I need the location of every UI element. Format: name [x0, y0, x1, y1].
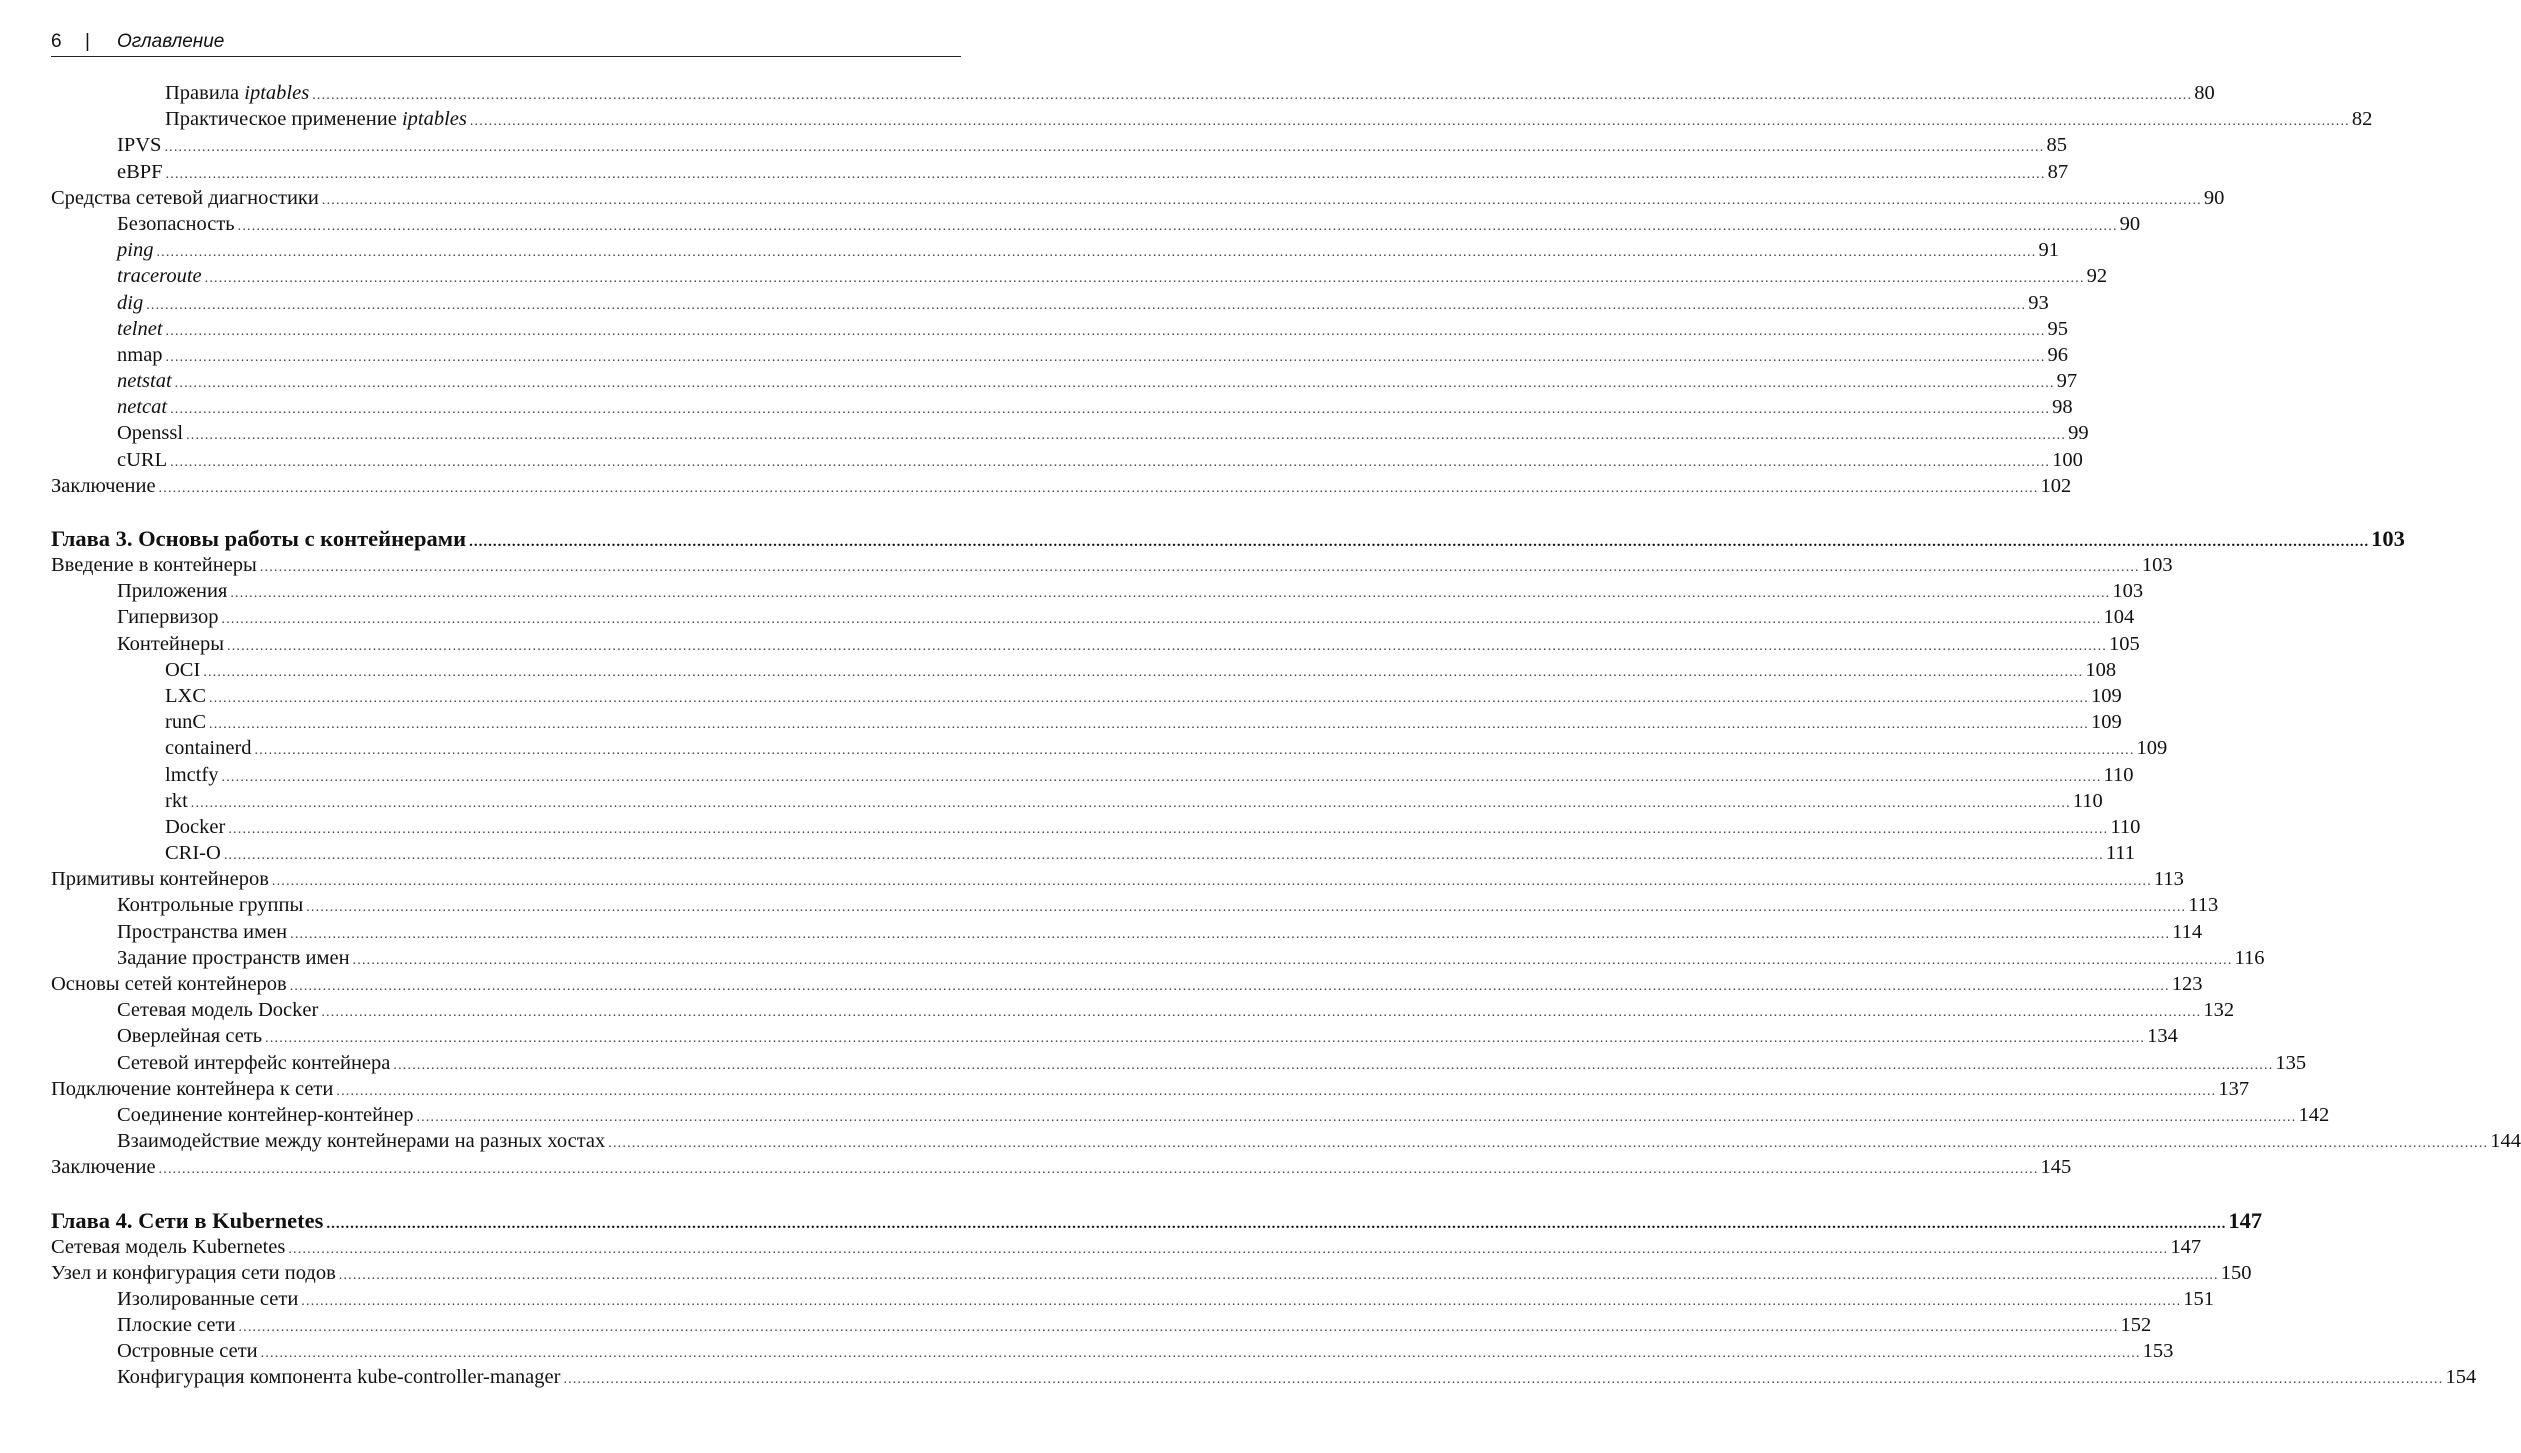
toc-entry: [51, 1076, 2250, 1102]
toc-entry: [51, 1154, 2072, 1180]
toc-entry-title: [117, 1050, 390, 1076]
toc-entry-page: 111: [2105, 842, 2136, 865]
toc-entry-title: [51, 1260, 336, 1286]
toc-entry-title-segment: traceroute: [117, 265, 202, 288]
toc-entry-page: 92: [2086, 265, 2108, 288]
toc-entry: [51, 211, 2141, 237]
leader-dots: ................................................................................................................................................................................................................................................................................................................................................................................................................: [165, 323, 2046, 339]
toc-entry: [51, 578, 2144, 604]
toc-entry-title: [51, 971, 287, 997]
toc-entry: [51, 237, 2059, 263]
toc-entry-title-segment: Docker: [165, 815, 226, 838]
toc-entry-title: [117, 159, 163, 185]
toc-entry-page: 147: [2170, 1235, 2202, 1258]
toc-entry: [51, 997, 2235, 1023]
toc-entry: [51, 840, 2136, 866]
toc-entry: [51, 290, 2049, 316]
toc-entry-title-segment: Задание пространств имен: [117, 946, 350, 969]
chapter-title: Глава 3. Основы работы с контейнерами: [51, 526, 467, 551]
leader-dots: ................................................................................................................................................................................................................................................................................................................................................................................................................: [608, 1136, 2489, 1152]
toc-entry: [51, 394, 2073, 420]
toc-entry-title-segment: LXC: [165, 684, 206, 707]
toc-entry-page: 153: [2142, 1340, 2174, 1363]
toc-entry-page: 90: [2119, 212, 2141, 235]
leader-dots: ................................................................................................................................................................................................................................................................................................................................................................................................................: [209, 717, 2089, 733]
chapter-page: 147: [2228, 1207, 2263, 1233]
toc-entry-page: 82: [2351, 108, 2373, 131]
toc-entry-title-segment: Контейнеры: [117, 632, 224, 655]
table-of-contents: [51, 80, 2521, 1391]
toc-entry: [51, 1050, 2307, 1076]
toc-entry: [51, 971, 2203, 997]
toc-entry-title-segment: CRI-O: [165, 842, 221, 865]
toc-entry-page: 91: [2038, 239, 2059, 262]
toc-entry-page: 109: [2091, 711, 2122, 734]
toc-entry-title: [117, 420, 183, 446]
toc-section-chapter3: [51, 552, 2521, 1181]
toc-entry-page: 110: [2103, 763, 2134, 786]
leader-dots: ................................................................................................................................................................................................................................................................................................................................................................................................................: [259, 560, 2140, 575]
leader-dots: ................................................................................................................................................................................................................................................................................................................................................................................................................: [227, 638, 2107, 654]
toc-entry-page: 109: [2136, 737, 2168, 760]
toc-entry: [51, 106, 2373, 132]
toc-entry-title-segment: rkt: [165, 789, 188, 812]
toc-entry-title: [165, 840, 221, 866]
toc-entry-title-segment: Правила: [165, 82, 245, 104]
leader-dots: ................................................................................................................................................................................................................................................................................................................................................................................................................: [237, 218, 2118, 234]
toc-entry: [51, 866, 2184, 892]
toc-entry: [51, 814, 2141, 840]
toc-entry-page: 150: [2220, 1261, 2252, 1284]
toc-entry-title: [117, 631, 224, 657]
toc-entry-title-segment: Узел и конфигурация сети подов: [51, 1261, 336, 1284]
toc-entry: [51, 1260, 2252, 1286]
toc-entry: [51, 420, 2089, 446]
toc-entry: [51, 552, 2173, 578]
toc-entry: [51, 368, 2078, 394]
toc-entry: [51, 683, 2122, 709]
toc-entry-title: [117, 997, 318, 1023]
toc-entry-page: 152: [2120, 1314, 2152, 1337]
leader-dots: ................................................................................................................................................................................................................................................................................................................................................................................................................: [338, 1267, 2219, 1283]
toc-entry-page: 116: [2234, 946, 2265, 969]
toc-entry-page: 123: [2171, 973, 2203, 995]
toc-entry-title: [165, 657, 200, 683]
toc-entry: [51, 788, 2103, 814]
toc-entry-title: [117, 1286, 298, 1312]
toc-entry-title: [117, 1364, 560, 1390]
toc-entry-title: [165, 709, 206, 735]
leader-dots: ................................................................................................................................................................................................................................................................................................................................................................................................................: [204, 271, 2085, 287]
toc-entry-title: [117, 132, 161, 158]
toc-entry-title-segment: Приложения: [117, 580, 228, 603]
toc-entry-title: [117, 237, 153, 263]
toc-entry-title-segment: Заключение: [51, 1156, 156, 1179]
leader-dots: ................................................................................................................................................................................................................................................................................................................................................................................................................: [221, 612, 2102, 628]
toc-entry-title: [117, 290, 143, 316]
toc-entry: [51, 1023, 2178, 1049]
toc-entry-title: [117, 1128, 605, 1154]
toc-entry-title: [51, 866, 269, 892]
toc-entry-title-segment: Контрольные группы: [117, 894, 304, 917]
toc-entry-title-segment: Изолированные сети: [117, 1287, 299, 1310]
toc-entry: [51, 631, 2140, 657]
toc-entry-page: 85: [2046, 134, 2067, 157]
leader-dots: ................................................................................................................................................................................................................................................................................................................................................................................................................: [238, 1320, 2119, 1336]
toc-entry-title-segment: cURL: [117, 448, 168, 471]
toc-entry: [51, 709, 2122, 735]
header-separator: |: [85, 31, 90, 52]
toc-entry-title: [51, 1154, 156, 1180]
toc-entry-title: [117, 1338, 258, 1364]
toc-entry-title: [165, 814, 225, 840]
leader-dots: ................................................................................................................................................................................................................................................................................................................................................................................................................: [288, 1241, 2169, 1257]
leader-dots: ................................................................................................................................................................................................................................................................................................................................................................................................................: [170, 454, 2051, 470]
toc-entry: [51, 945, 2265, 971]
toc-entry-page: 108: [2085, 658, 2117, 681]
toc-entry-page: 145: [2040, 1156, 2072, 1179]
toc-entry-title-segment: Островные сети: [117, 1340, 258, 1363]
page-number: 6: [51, 31, 62, 52]
toc-entry-title-segment: Openssl: [117, 422, 184, 445]
leader-dots: ................................................................................................................................................................................................................................................................................................................................................................................................................: [228, 821, 2109, 837]
toc-entry-title-segment: Соединение контейнер-контейнер: [117, 1103, 414, 1126]
leader-dots: ................................................................................................................................................................................................................................................................................................................................................................................................................: [312, 88, 2193, 103]
toc-entry-page: 93: [2028, 291, 2049, 314]
toc-entry-page: 104: [2103, 606, 2135, 629]
toc-entry: [51, 263, 2108, 289]
toc-entry: [51, 735, 2168, 761]
leader-dots: ................................................................................................................................................................................................................................................................................................................................................................................................................: [158, 1162, 2039, 1178]
leader-dots: ................................................................................................................................................................................................................................................................................................................................................................................................................: [416, 1109, 2297, 1125]
toc-entry-page: 96: [2047, 343, 2069, 366]
toc-entry-title-segment: Сетевая модель Kubernetes: [51, 1235, 286, 1258]
toc-entry-title-segment: eBPF: [117, 160, 163, 183]
chapter-gap: [51, 499, 963, 525]
toc-entry: [51, 159, 2069, 185]
leader-dots: ................................................................................................................................................................................................................................................................................................................................................................................................................: [563, 1372, 2444, 1388]
toc-entry-title: [165, 735, 252, 761]
leader-dots: ................................................................................................................................................................................................................................................................................................................................................................................................................: [221, 769, 2102, 785]
leader-dots: ................................................................................................................................................................................................................................................................................................................................................................................................................: [146, 297, 2027, 313]
toc-entry: [51, 473, 2072, 499]
toc-entry-title-segment: iptables: [401, 108, 467, 131]
toc-entry: [51, 185, 2225, 211]
toc-entry-page: 113: [2153, 868, 2184, 891]
leader-dots: ................................................................................................................................................................................................................................................................................................................................................................................................................: [158, 480, 2039, 496]
toc-entry-title: [117, 447, 167, 473]
toc-entry-title-segment: Взаимодействие между контейнерами на разных хостах: [117, 1130, 606, 1153]
toc-entry: [51, 447, 2083, 473]
toc-entry-title: [117, 919, 287, 945]
leader-dots: ................................................................................................................................................................................................................................................................................................................................................................................................................: [165, 166, 2046, 182]
toc-entry-page: 90: [2203, 186, 2225, 209]
toc-entry-title-segment: iptables: [244, 82, 310, 104]
toc-section-chapter4: [51, 1234, 2477, 1391]
leader-dots: ................................................................................................................................................................................................................................................................................................................................................................................................................: [260, 1346, 2141, 1362]
toc-entry: [51, 892, 2219, 918]
toc-entry-title: [51, 1076, 333, 1102]
leader-dots: ................................................................................................................................................................................................................................................................................................................................................................................................................: [393, 1057, 2274, 1073]
leader-dots: ................................................................................................................................................................................................................................................................................................................................................................................................................: [203, 664, 2084, 680]
toc-entry-page: 103: [2112, 580, 2144, 603]
toc-entry-title: [165, 683, 206, 709]
toc-entry-title-segment: Пространства имен: [117, 920, 288, 943]
toc-entry-title: [165, 788, 188, 814]
toc-entry-page: 134: [2147, 1025, 2178, 1048]
toc-entry-title: [117, 1312, 235, 1338]
toc-entry: [51, 1128, 2521, 1154]
toc-entry-title-segment: nmap: [117, 343, 163, 366]
toc-section-chapter2-tail: [51, 80, 2373, 499]
leader-dots: ................................................................................................................................................................................................................................................................................................................................................................................................................: [190, 795, 2071, 811]
toc-entry-title-segment: Сетевой интерфейс контейнера: [117, 1051, 391, 1074]
toc-entry-title: [117, 342, 163, 368]
leader-dots: ................................................................................................................................................................................................................................................................................................................................................................................................................: [186, 428, 2067, 444]
toc-entry-page: 87: [2047, 160, 2069, 183]
toc-entry-title: [117, 368, 172, 394]
leader-dots: ................................................................................................................................................................................................................................................................................................................................................................................................................: [301, 1293, 2182, 1309]
toc-entry-title: [117, 316, 163, 342]
leader-dots: ................................................................................................................................................................................................................................................................................................................................................................................................................: [165, 349, 2046, 365]
toc-entry-title-segment: Оверлейная сеть: [117, 1025, 263, 1048]
chapter-4-heading: [51, 1207, 2263, 1234]
leader-dots: ................................................................................................................................................................................................................................................................................................................................................................................................................: [469, 534, 2370, 550]
toc-entry-page: 132: [2203, 999, 2235, 1022]
leader-dots: ................................................................................................................................................................................................................................................................................................................................................................................................................: [321, 1005, 2202, 1021]
toc-entry-title: [117, 263, 202, 289]
toc-entry-page: 151: [2183, 1287, 2215, 1310]
leader-dots: ................................................................................................................................................................................................................................................................................................................................................................................................................: [321, 192, 2202, 208]
toc-entry-page: 137: [2218, 1077, 2250, 1100]
toc-entry-title-segment: Безопасность: [117, 212, 235, 235]
toc-entry: [51, 1312, 2152, 1338]
leader-dots: ................................................................................................................................................................................................................................................................................................................................................................................................................: [230, 586, 2111, 602]
leader-dots: ................................................................................................................................................................................................................................................................................................................................................................................................................: [352, 952, 2233, 968]
toc-entry-title: [165, 762, 219, 788]
toc-entry-title-segment: Основы сетей контейнеров: [51, 973, 287, 995]
leader-dots: ................................................................................................................................................................................................................................................................................................................................................................................................................: [326, 1215, 2227, 1232]
toc-entry-title: [51, 1234, 285, 1260]
toc-entry-page: 105: [2109, 632, 2140, 655]
toc-entry: [51, 762, 2134, 788]
toc-entry-title: [51, 473, 156, 499]
toc-entry-title-segment: Примитивы контейнеров: [51, 868, 269, 891]
toc-entry-page: 114: [2172, 920, 2203, 943]
toc-entry-page: 135: [2275, 1051, 2307, 1074]
toc-entry-title: [51, 185, 319, 211]
toc-entry-title-segment: Практическое применение: [165, 108, 402, 131]
chapter-page: 103: [2371, 526, 2405, 551]
toc-entry-page: 98: [2052, 396, 2073, 419]
toc-entry-title-segment: dig: [117, 291, 144, 314]
toc-entry-page: 99: [2068, 422, 2089, 445]
toc-entry-title-segment: telnet: [117, 317, 163, 340]
toc-entry: [51, 132, 2067, 158]
toc-entry-title: [117, 1102, 413, 1128]
toc-entry: [51, 316, 2069, 342]
toc-entry: [51, 1338, 2174, 1364]
leader-dots: ................................................................................................................................................................................................................................................................................................................................................................................................................: [174, 376, 2055, 392]
toc-entry-page: 102: [2040, 474, 2072, 497]
leader-dots: ................................................................................................................................................................................................................................................................................................................................................................................................................: [170, 402, 2051, 418]
toc-entry: [51, 604, 2135, 630]
running-head: [51, 28, 961, 57]
toc-entry-page: 100: [2052, 448, 2083, 471]
toc-entry-title-segment: Сетевая модель Docker: [117, 999, 319, 1022]
leader-dots: ................................................................................................................................................................................................................................................................................................................................................................................................................: [290, 926, 2171, 942]
toc-entry-title-segment: Плоские сети: [117, 1314, 236, 1337]
chapter-title: Глава 4. Сети в Kubernetes: [51, 1207, 324, 1233]
toc-entry-title: [117, 892, 303, 918]
toc-entry-title-segment: Конфигурация компонента kube-controller-manager: [117, 1366, 561, 1389]
toc-entry-title: [117, 604, 219, 630]
leader-dots: ................................................................................................................................................................................................................................................................................................................................................................................................................: [209, 690, 2089, 706]
toc-entry-title: [117, 945, 350, 971]
chapter-3-heading: [51, 525, 2405, 552]
leader-dots: ................................................................................................................................................................................................................................................................................................................................................................................................................: [164, 140, 2045, 156]
toc-entry-title: [117, 394, 167, 420]
chapter-gap: [51, 1181, 963, 1207]
toc-entry: [51, 657, 2117, 683]
toc-entry-title-segment: Введение в контейнеры: [51, 554, 257, 576]
toc-entry-page: 142: [2298, 1103, 2330, 1126]
toc-entry: [51, 1286, 2215, 1312]
toc-entry-title: [165, 106, 467, 132]
leader-dots: ................................................................................................................................................................................................................................................................................................................................................................................................................: [271, 874, 2152, 890]
toc-entry-page: 110: [2110, 815, 2141, 838]
toc-entry-title-segment: containerd: [165, 737, 252, 760]
leader-dots: ................................................................................................................................................................................................................................................................................................................................................................................................................: [265, 1031, 2146, 1047]
toc-entry-title-segment: runC: [165, 711, 206, 734]
toc-entry: [51, 1364, 2477, 1390]
leader-dots: ................................................................................................................................................................................................................................................................................................................................................................................................................: [336, 1083, 2217, 1099]
toc-entry-title-segment: Заключение: [51, 474, 156, 497]
toc-entry-page: 103: [2141, 554, 2173, 576]
toc-entry-title: [165, 80, 309, 106]
toc-entry-title: [117, 1023, 262, 1049]
leader-dots: ................................................................................................................................................................................................................................................................................................................................................................................................................: [223, 848, 2104, 864]
leader-dots: ................................................................................................................................................................................................................................................................................................................................................................................................................: [156, 245, 2037, 261]
toc-entry-title-segment: netcat: [117, 396, 168, 419]
toc-entry-page: 113: [2188, 894, 2219, 917]
toc-entry-page: 95: [2047, 317, 2069, 340]
toc-entry-title-segment: OCI: [165, 658, 201, 681]
toc-entry-title-segment: Средства сетевой диагностики: [51, 186, 319, 209]
toc-entry: [51, 80, 2215, 106]
toc-entry-page: 109: [2091, 684, 2122, 707]
leader-dots: ................................................................................................................................................................................................................................................................................................................................................................................................................: [254, 743, 2135, 759]
leader-dots: ................................................................................................................................................................................................................................................................................................................................................................................................................: [306, 900, 2187, 916]
toc-entry-title-segment: Подключение контейнера к сети: [51, 1077, 334, 1100]
running-head-title: Оглавление: [117, 31, 225, 52]
toc-entry-page: 154: [2445, 1366, 2477, 1389]
leader-dots: ................................................................................................................................................................................................................................................................................................................................................................................................................: [289, 979, 2170, 994]
toc-entry-page: 144: [2490, 1130, 2521, 1153]
toc-entry-title-segment: ping: [117, 239, 154, 262]
toc-entry-title: [51, 552, 257, 578]
leader-dots: ................................................................................................................................................................................................................................................................................................................................................................................................................: [469, 114, 2350, 130]
toc-entry: [51, 342, 2069, 368]
toc-entry-title-segment: Гипервизор: [117, 606, 219, 629]
toc-entry-title-segment: IPVS: [117, 134, 162, 157]
toc-entry-page: 80: [2194, 82, 2215, 104]
toc-entry: [51, 919, 2203, 945]
toc-entry-title-segment: netstat: [117, 370, 172, 393]
toc-entry-page: 97: [2056, 370, 2078, 393]
toc-entry-title: [117, 211, 235, 237]
toc-entry: [51, 1102, 2330, 1128]
toc-entry-page: 110: [2072, 789, 2103, 812]
toc-entry: [51, 1234, 2202, 1260]
toc-entry-title-segment: lmctfy: [165, 763, 219, 786]
toc-entry-title: [117, 578, 227, 604]
